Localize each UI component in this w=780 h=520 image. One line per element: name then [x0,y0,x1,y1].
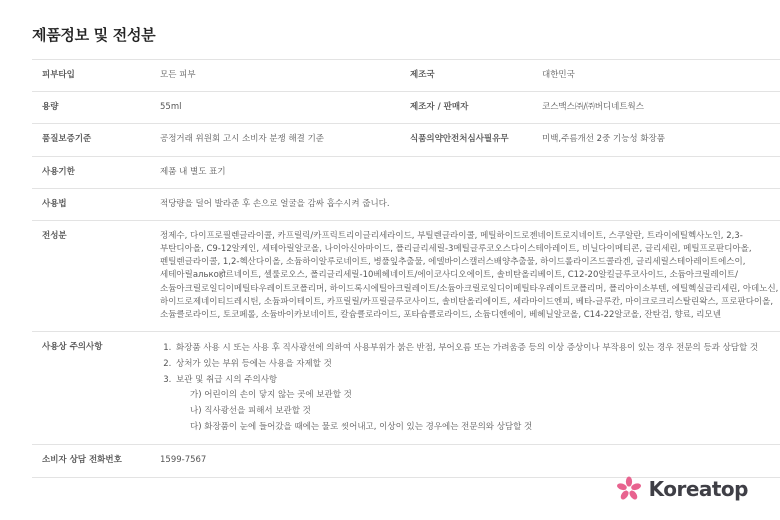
table-row [32,124,780,156]
row-label-manufacture-country: 제조국 [400,60,532,92]
table-row [32,332,780,445]
row-value-expiry: 제품 내 별도 표기 [150,156,780,188]
row-label-volume: 용량 [32,92,150,124]
table-row [32,188,780,220]
row-value-volume: 55ml [150,92,400,124]
row-value-skin-type: 모든 피부 [150,60,400,92]
row-value-mfds-review: 미백,주름개선 2중 기능성 화장품 [532,124,780,156]
caution-sub-list [176,388,780,435]
list-item: 나) 직사광선을 피해서 보관할 것 [190,405,311,416]
row-label-manufacturer-seller: 제조자 / 판매자 [400,92,532,124]
table-row [32,445,780,477]
page-title: 제품정보 및 전성분 [32,26,156,44]
product-spec-table [32,59,780,478]
row-value-manufacturer-seller: 코스맥스㈜/㈜버디네트웍스 [532,92,780,124]
row-label-caution: 사용상 주의사항 [32,332,150,445]
row-label-consumer-phone: 소비자 상담 전화번호 [32,445,150,477]
row-label-expiry: 사용기한 [32,156,150,188]
row-label-skin-type: 피부타입 [32,60,150,92]
row-value-ingredients: 정제수, 다이프로필렌글라이콜, 카프릴릭/카프릭트리이글리세라이드, 부틸렌글라이콜, 메틸하이드로젠네이트로지네이트, 스쿠알란, 트라이에틸헥사노인, 2,3-부탄디아올, C9-12알케인, 세테아릴알코올, 나이아신아마이드, 폴리글리세릴-3메틸글루코오스다이스테아레이트, 비닐다이메티콘, 글리세린, 메틸프로판디아올, 펜틸렌글라이콜, 1,2-헥산다이올, 소듐하이알루로네이트, 병풀잎추출물, 에델바이스캘러스배양추출물, 하이드롤라이즈드콜라겐, 글리세릴스테아레이트에스이, 세테아릴алькоहो르네이트, 셀룰로오스, 폴리글리세릴-10베헤네이트/에이코사디오에이트, 솔비탄올리베이트, C12-20알킬글루코사이드, 소듐아크릴레이트/소듐아크릴로일디이메틸타우레이트코폴리머, 하이드록시에틸아크릴레이트/소듐아크릴로일디이메틸타우레이트코폴리머, 폴리아이소부텐, 에틸헥실글리세린, 아데노신, 하이드로제네이티드레시틴, 소듐파이테이트, 카프릴릴/카프릴글루코사이드, 솔비탄올리에이트, 세라마이드엔피, 베타-글루칸, 마이크로크리스탈린왁스, 프로판다이올, 소듐클로라이드, 토코페롤, 소듐바이카보네이트, 칼슘클로라이드, 포타슘클로라이드, 소듐디엔에이, 베헤닐알코올, C14-22알코올, 잔탄검, 향료, 리모넨 [150,220,780,331]
table-row [32,92,780,124]
row-value-caution [150,332,780,445]
row-value-quality-standard: 공정거래 위원회 고시 소비자 분쟁 해결 기준 [150,124,400,156]
list-item: 1. 화장품 사용 시 또는 사용 후 직사광선에 의하여 사용부위가 붉은 반점, 부어오름 또는 가려움증 등의 이상 증상이나 부작용이 있는 경우 전문의 등과 상담할 것 [174,341,780,357]
flower-icon [616,476,642,502]
row-value-consumer-phone: 1599-7567 [150,445,780,477]
list-item: 다) 화장품이 눈에 들어갔을 때에는 물로 씻어내고, 이상이 있는 경우에는 전문의와 상담할 것 [190,421,533,432]
row-label-usage: 사용법 [32,188,150,220]
row-value-usage: 적당량을 덜어 발라준 후 손으로 얼굴을 감싸 흡수시켜 줍니다. [150,188,780,220]
caution-list [160,341,780,435]
row-label-quality-standard: 품질보증기준 [32,124,150,156]
row-label-mfds-review: 식품의약안전처심사필유무 [400,124,532,156]
table-row [32,60,780,92]
list-item [174,373,780,436]
table-row [32,220,780,331]
list-item: 2. 상처가 있는 부위 등에는 사용을 자제할 것 [174,357,780,373]
brand-logo [616,476,748,502]
table-row [32,156,780,188]
row-label-ingredients: 전성분 [32,220,150,331]
row-value-manufacture-country: 대한민국 [532,60,780,92]
brand-name: Koreatop [648,477,748,501]
list-item: 가) 어린이의 손이 닿지 않는 곳에 보관할 것 [190,390,352,401]
caution-item-text: 보관 및 취급 시의 주의사항 [176,374,278,385]
